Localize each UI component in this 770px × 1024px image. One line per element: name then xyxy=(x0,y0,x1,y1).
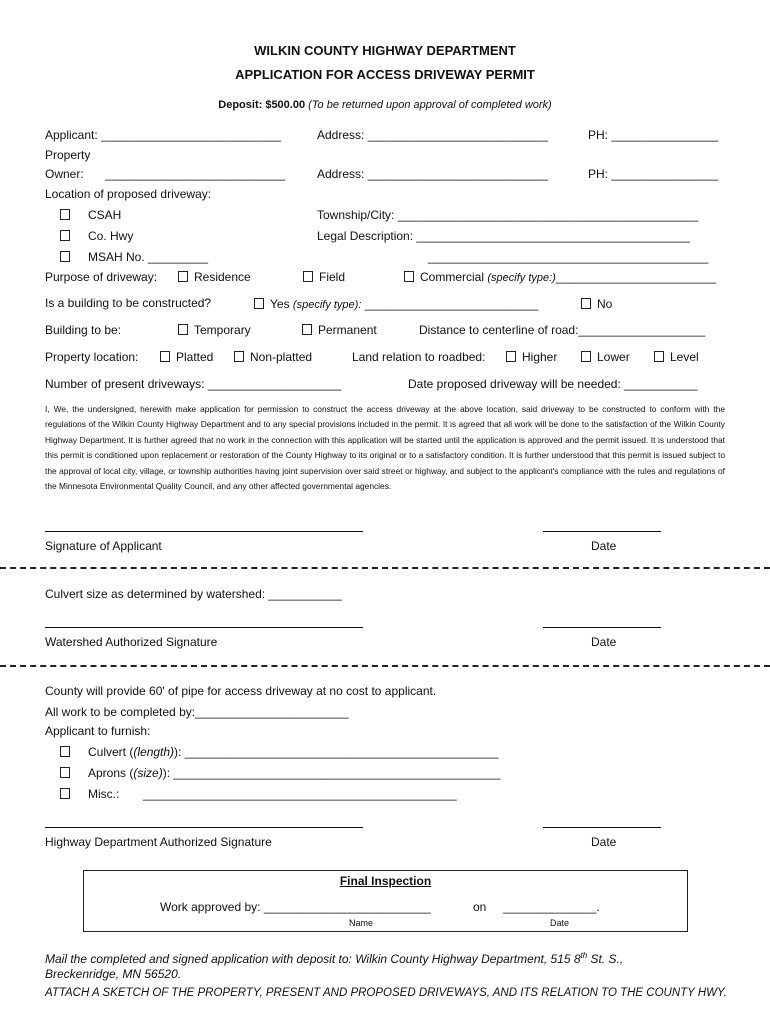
level-option[interactable] xyxy=(654,350,699,364)
watershed-signature-label: Watershed Authorized Signature xyxy=(45,635,218,649)
culvert-label: Culvert xyxy=(88,745,127,759)
owner-address-field[interactable]: Address: ___________________________ xyxy=(317,167,548,181)
applicant-address-field[interactable]: Address: ___________________________ xyxy=(317,128,548,142)
present-driveways-field[interactable]: Number of present driveways: ____________________ xyxy=(45,377,342,391)
aprons-checkbox[interactable] xyxy=(60,767,70,778)
mail-sup: th xyxy=(580,951,588,960)
commercial-option[interactable] xyxy=(404,270,716,285)
culvert-size-field[interactable]: Culvert size as determined by watershed: ___________ xyxy=(45,587,342,601)
culvert-note: (length) xyxy=(133,745,175,759)
platted-option[interactable] xyxy=(160,350,213,364)
pipe-statement: County will provide 60' of pipe for access driveway at no cost to applicant. xyxy=(45,684,437,698)
permanent-checkbox[interactable] xyxy=(302,324,312,335)
approval-date-field[interactable]: ______________. xyxy=(503,900,600,914)
residence-option[interactable] xyxy=(178,270,251,284)
no-label: No xyxy=(597,297,613,311)
higher-label: Higher xyxy=(522,350,558,364)
lower-checkbox[interactable] xyxy=(581,351,591,362)
platted-checkbox[interactable] xyxy=(160,351,170,362)
misc-label: Misc.: xyxy=(88,787,120,801)
yes-label: Yes xyxy=(270,297,290,311)
applicant-signature-line[interactable] xyxy=(45,531,363,532)
co-hwy-label: Co. Hwy xyxy=(88,229,134,243)
mail-instructions xyxy=(45,949,623,966)
commercial-checkbox[interactable] xyxy=(404,271,414,282)
msah-checkbox[interactable] xyxy=(60,251,70,262)
residence-checkbox[interactable] xyxy=(178,271,188,282)
final-inspection-box xyxy=(83,870,688,932)
mail-line2: Breckenridge, MN 56520. xyxy=(45,967,182,981)
commercial-type-field[interactable]: ________________________ xyxy=(555,270,716,284)
highway-signature-line[interactable] xyxy=(45,827,363,828)
temporary-option[interactable] xyxy=(178,323,251,337)
purpose-label: Purpose of driveway: xyxy=(45,270,158,284)
field-label: Field xyxy=(319,270,346,284)
distance-field[interactable]: Distance to centerline of road:___________________ xyxy=(419,323,706,337)
aprons-option[interactable]: Aprons ((size)): _________________________________________________ xyxy=(60,766,500,780)
building-to-be-label: Building to be: xyxy=(45,323,122,337)
msah-option[interactable] xyxy=(60,250,208,264)
highway-date-line[interactable] xyxy=(543,827,661,828)
mail-line1: Mail the completed and signed application with deposit to: Wilkin County Highway Department, 515 8 xyxy=(45,952,581,966)
yes-note: (specify type): xyxy=(292,299,362,311)
section-divider xyxy=(0,665,770,667)
date-needed-field[interactable]: Date proposed driveway will be needed: ___________ xyxy=(408,377,698,391)
level-checkbox[interactable] xyxy=(654,351,664,362)
non-platted-label: Non-platted xyxy=(250,350,313,364)
no-option[interactable] xyxy=(581,297,612,311)
yes-checkbox[interactable] xyxy=(254,298,264,309)
misc-field[interactable]: _______________________________________________ xyxy=(143,787,457,801)
culvert-checkbox[interactable] xyxy=(60,746,70,757)
deposit-line xyxy=(0,98,770,112)
aprons-size-field[interactable]: : _________________________________________________ xyxy=(166,766,501,780)
legal-description-field[interactable]: Legal Description: _________________________________________ xyxy=(317,229,691,243)
temporary-checkbox[interactable] xyxy=(178,324,188,335)
township-field[interactable]: Township/City: _____________________________________________ xyxy=(317,208,699,222)
final-inspection-title: Final Inspection xyxy=(339,874,432,888)
non-platted-option[interactable] xyxy=(234,350,312,364)
lower-label: Lower xyxy=(597,350,630,364)
agreement-paragraph: I, We, the undersigned, herewith make application for permission to construct the access driveway at the above location, said driveway to be constructed to conform with the regulations of the Wilkin County Highway Department and to any special provisions included in the permit. It is agreed that all work will be done to the satisfaction of the Wilkin County Highway Department. It is further agreed that no work in the connection with this application will be started until the application is approved and the permit issued. It is understood that this permit is conditioned upon replacement or restoration of the County Highway to its original or to a satisfactory condition. It is further understood that this permit is issued subject to the approval of local city, village, or township authorities having joint supervision over said street or highway, and subject to the applicant's compliance with the rules and regulations of the Minnesota Environmental Quality Council, and any other affected governmental agencies. xyxy=(45,404,725,492)
permanent-label: Permanent xyxy=(318,323,377,337)
culvert-option[interactable]: Culvert ((length)): _______________________________________________ xyxy=(60,745,498,759)
lower-option[interactable] xyxy=(581,350,630,364)
misc-checkbox[interactable] xyxy=(60,788,70,799)
building-type-field[interactable]: __________________________ xyxy=(364,297,539,311)
co-hwy-checkbox[interactable] xyxy=(60,230,70,241)
on-label: on xyxy=(473,900,487,914)
legal-description-line2[interactable]: __________________________________________ xyxy=(428,250,709,264)
form-title: APPLICATION FOR ACCESS DRIVEWAY PERMIT xyxy=(235,67,535,82)
level-label: Level xyxy=(670,350,699,364)
location-label: Location of proposed driveway: xyxy=(45,187,212,201)
applicant-signature-label: Signature of Applicant xyxy=(45,539,162,553)
property-location-label: Property location: xyxy=(45,350,139,364)
mail-line1-end: St. S., xyxy=(587,952,624,966)
aprons-label: Aprons xyxy=(88,766,127,780)
field-option[interactable] xyxy=(303,270,345,284)
department-name: WILKIN COUNTY HIGHWAY DEPARTMENT xyxy=(254,43,516,58)
higher-checkbox[interactable] xyxy=(506,351,516,362)
applicant-phone-field[interactable]: PH: ________________ xyxy=(588,128,719,142)
msah-label: MSAH No. _________ xyxy=(88,250,209,264)
highway-signature-label: Highway Department Authorized Signature xyxy=(45,835,272,849)
csah-option[interactable] xyxy=(60,208,121,222)
property-label: Property xyxy=(45,148,91,162)
csah-label: CSAH xyxy=(88,208,122,222)
work-completion-field[interactable]: All work to be completed by:_______________________ xyxy=(45,705,349,719)
misc-option[interactable] xyxy=(60,787,119,801)
culvert-length-field[interactable]: : _______________________________________________ xyxy=(178,745,499,759)
work-approved-field[interactable]: Work approved by: _________________________ xyxy=(160,900,431,914)
deposit-note: (To be returned upon approval of completed work) xyxy=(308,99,552,111)
furnish-label: Applicant to furnish: xyxy=(45,724,151,738)
aprons-note: (size) xyxy=(133,766,163,780)
name-caption: Name xyxy=(349,918,374,928)
deposit-amount: Deposit: $500.00 xyxy=(218,99,306,111)
date-caption: Date xyxy=(550,918,570,928)
owner-label: Owner: xyxy=(45,167,84,181)
highway-date-label: Date xyxy=(591,835,617,849)
owner-phone-field[interactable]: PH: ________________ xyxy=(588,167,719,181)
applicant-date-label: Date xyxy=(591,539,617,553)
platted-label: Platted xyxy=(176,350,214,364)
residence-label: Residence xyxy=(194,270,251,284)
applicant-field[interactable]: Applicant: ___________________________ xyxy=(45,128,282,142)
field-checkbox[interactable] xyxy=(303,271,313,282)
section-divider xyxy=(0,567,770,569)
watershed-signature-line[interactable] xyxy=(45,627,363,628)
non-platted-checkbox[interactable] xyxy=(234,351,244,362)
commercial-note: (specify type:) xyxy=(487,272,556,284)
watershed-date-line[interactable] xyxy=(543,627,661,628)
higher-option[interactable] xyxy=(506,350,557,364)
commercial-label: Commercial xyxy=(420,270,485,284)
temporary-label: Temporary xyxy=(194,323,251,337)
csah-checkbox[interactable] xyxy=(60,209,70,220)
co-hwy-option[interactable] xyxy=(60,229,133,243)
building-question: Is a building to be constructed? xyxy=(45,296,212,310)
land-relation-label: Land relation to roadbed: xyxy=(352,350,486,364)
applicant-date-line[interactable] xyxy=(543,531,661,532)
yes-option[interactable] xyxy=(254,297,538,312)
attach-sketch-note: ATTACH A SKETCH OF THE PROPERTY, PRESENT AND PROPOSED DRIVEWAYS, AND ITS RELATION TO THE COUNTY HWY. xyxy=(45,987,727,999)
no-checkbox[interactable] xyxy=(581,298,591,309)
owner-field[interactable]: ___________________________ xyxy=(105,167,286,181)
watershed-date-label: Date xyxy=(591,635,617,649)
permanent-option[interactable] xyxy=(302,323,377,337)
